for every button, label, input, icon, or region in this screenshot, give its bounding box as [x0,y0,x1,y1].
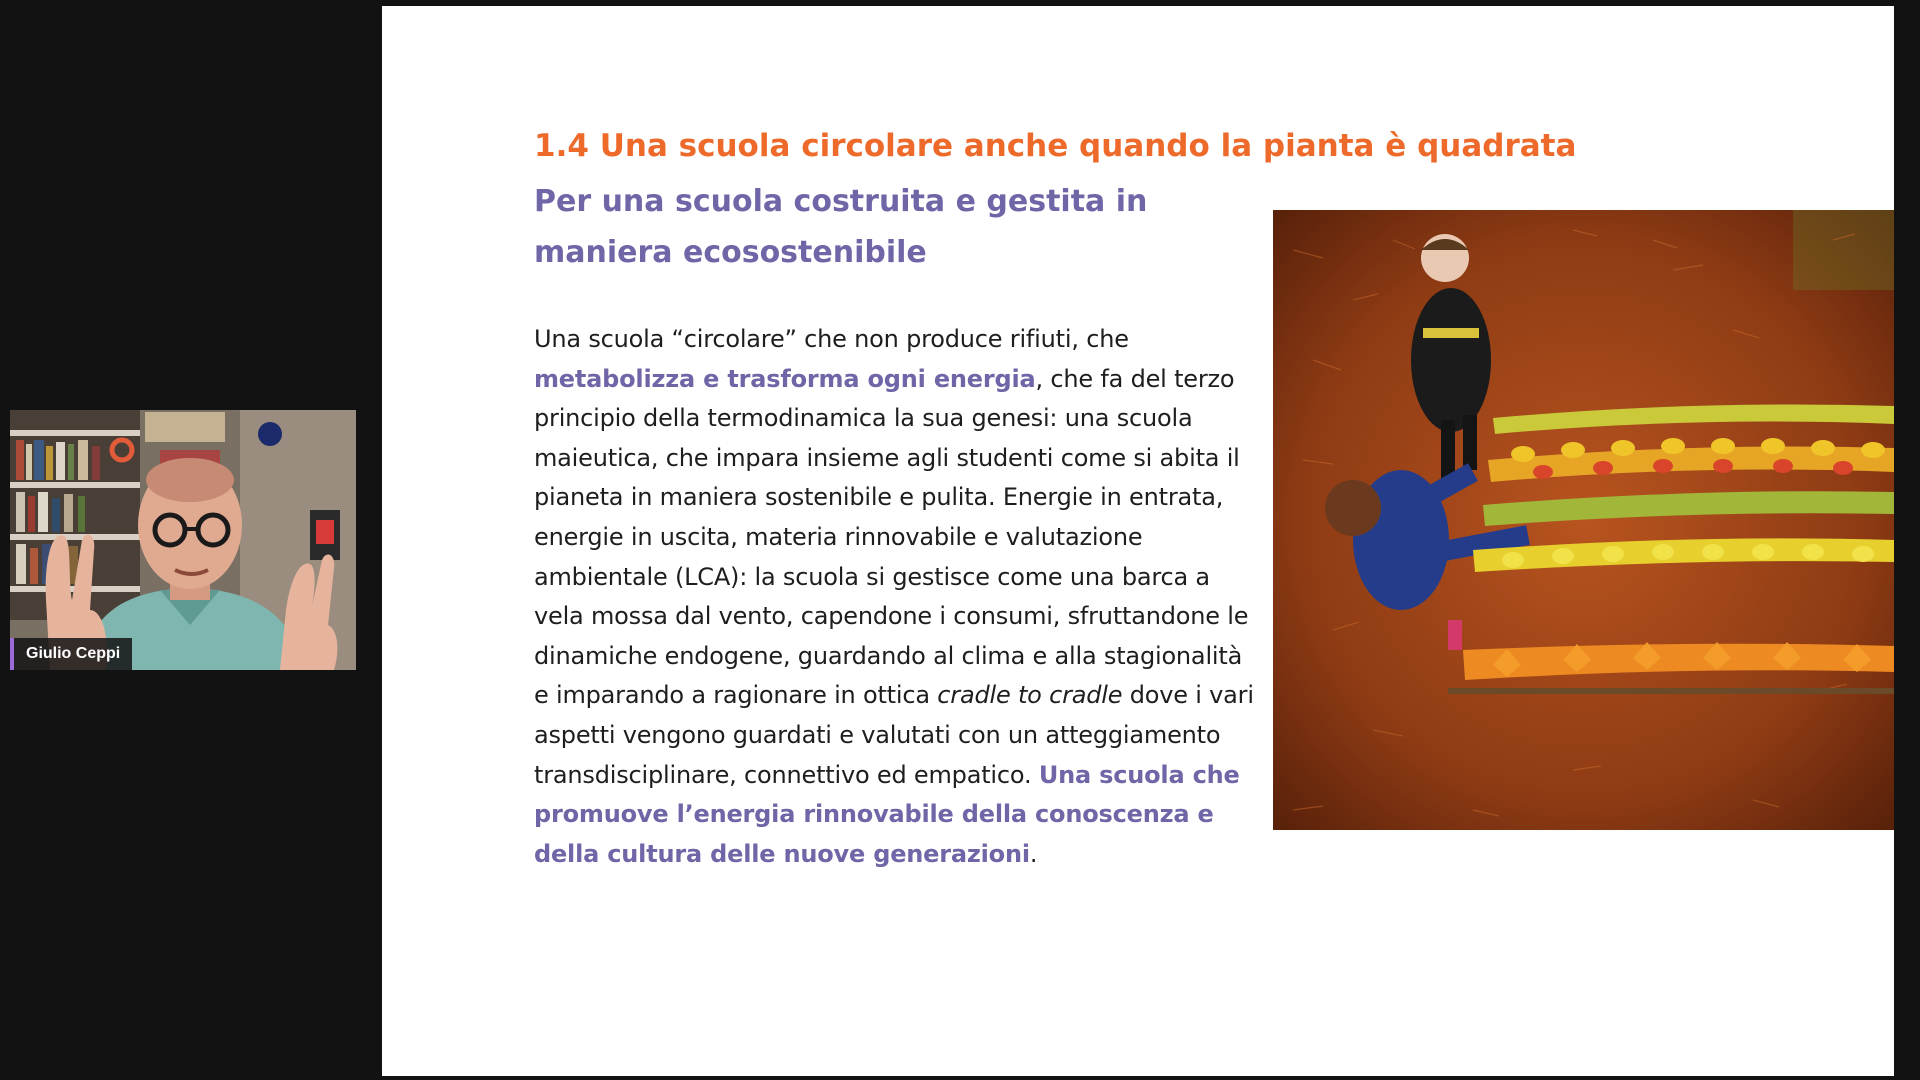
body-text-segment: Una scuola “circolare” che non produce rifiuti, che [534,325,1129,353]
body-highlight: metabolizza e trasforma ogni energia [534,364,1036,393]
participant-video-tile[interactable] [10,410,356,670]
slide-title: 1.4 Una scuola circolare anche quando la pianta è quadrata [534,128,1577,164]
slide-subtitle: Per una scuola costruita e gestita in maniera ecosostenibile [534,184,1148,270]
slide-photo-children-leaves [1273,210,1894,830]
shared-slide [382,6,1894,1076]
participant-video-feed [10,410,356,670]
body-text-segment: dove i vari aspetti vengono guardati e valutati con un atteggiamento transdisciplinare, connettivo ed empatico. [534,681,1254,789]
body-text-segment: . [1029,839,1038,868]
body-text-segment: , che fa del terzo principio della termodinamica la sua genesi: una scuola maieutica, che impara insieme agli studenti come si abita il pianeta in maniera sostenibile e pulita. Energie in entrata, energie in uscita, materia rinnovabile e valutazione ambientale (LCA): la scuola si gestisce come una barca a vela mossa dal vento, capendone i consumi, sfruttandone le dinamiche endogene, guardando al clima e alla stagionalità e imparando a ragionare in ottica [534,364,1249,710]
participant-name-tag: Giulio Ceppi [10,638,132,670]
body-italic: cradle to cradle [937,681,1123,710]
body-highlight-closing: Una scuola che promuove l’energia rinnovabile della conoscenza e della cultura delle nuove generazioni [534,760,1240,868]
slide-body-text [534,320,1254,874]
